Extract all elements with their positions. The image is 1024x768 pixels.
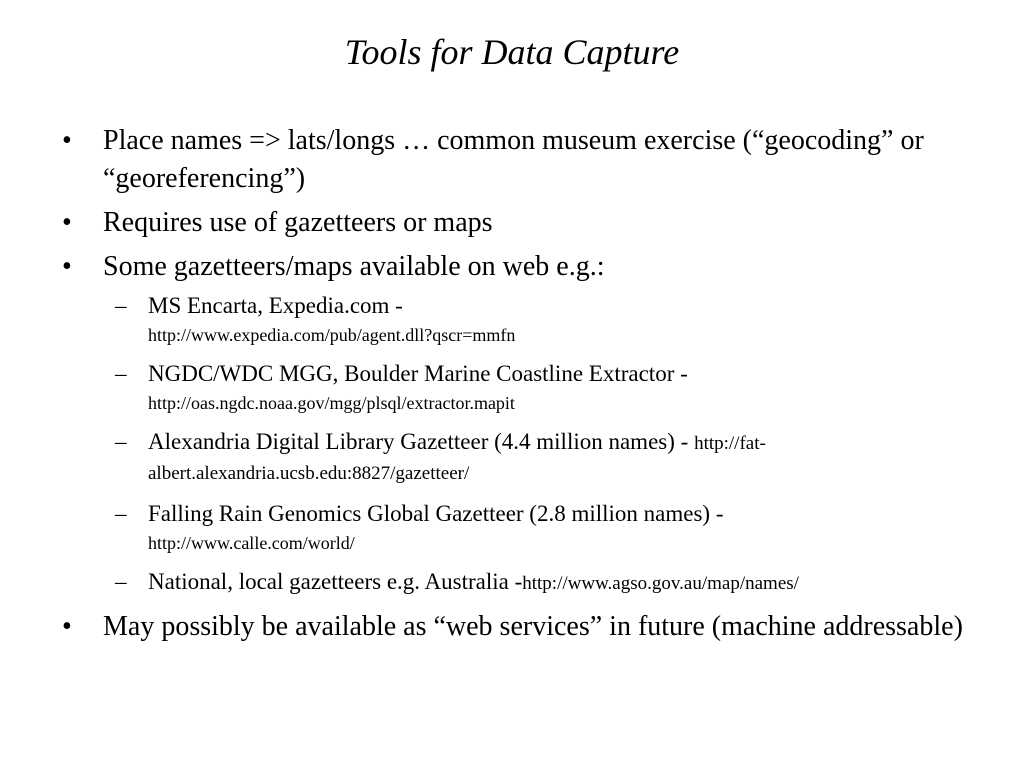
sub-bullet-url[interactable]: http://fat-albert.alexandria.ucsb.edu:8827/gazetteer/ <box>148 433 766 484</box>
bullet-web-services <box>60 608 1000 646</box>
bullet-text: Requires use of gazetteers or maps <box>103 207 493 238</box>
slide-title: Tools for Data Capture <box>344 32 680 72</box>
sub-bullet-ngdc <box>115 360 1000 416</box>
sub-bullet-expedia <box>115 292 1000 348</box>
sub-bullet-text: National, local gazetteers e.g. Australia - <box>148 569 523 594</box>
sub-bullet-url[interactable]: http://www.expedia.com/pub/agent.dll?qscr=mmfn <box>148 325 516 345</box>
bullet-marker: • <box>62 251 72 282</box>
bullet-text: Place names => lats/longs … common museum exercise (“geocoding” or “georeferencing”) <box>103 125 924 194</box>
sub-bullet-list <box>115 292 1000 598</box>
sub-bullet-text: Alexandria Digital Library Gazetteer (4.4 million names) - <box>148 429 695 454</box>
sub-bullet-text: MS Encarta, Expedia.com - <box>148 293 403 318</box>
sub-bullet-marker: – <box>115 569 127 594</box>
bullet-marker: • <box>62 207 72 238</box>
sub-bullet-url[interactable]: http://www.calle.com/world/ <box>148 533 355 553</box>
bullet-gazetteers <box>60 204 1000 242</box>
bullet-marker: • <box>62 125 72 156</box>
sub-bullet-marker: – <box>115 361 127 386</box>
sub-bullet-url[interactable]: http://oas.ngdc.noaa.gov/mgg/plsql/extractor.mapit <box>148 393 515 413</box>
sub-bullet-url[interactable]: http://www.agso.gov.au/map/names/ <box>522 573 799 594</box>
slide-content <box>60 122 1000 652</box>
sub-bullet-alexandria <box>115 428 1000 488</box>
sub-bullet-marker: – <box>115 501 127 526</box>
sub-bullet-marker: – <box>115 293 127 318</box>
bullet-web-gazetteers <box>60 248 1000 286</box>
sub-bullet-falling-rain <box>115 500 1000 556</box>
bullet-text: May possibly be available as “web services” in future (machine addressable) <box>103 611 963 642</box>
bullet-marker: • <box>62 611 72 642</box>
sub-bullet-text: Falling Rain Genomics Global Gazetteer (2.8 million names) - <box>148 501 724 526</box>
sub-bullet-marker: – <box>115 429 127 454</box>
bullet-geocoding <box>60 122 1000 198</box>
sub-bullet-australia <box>115 568 1000 598</box>
bullet-text: Some gazetteers/maps available on web e.g.: <box>103 251 605 282</box>
sub-bullet-text: NGDC/WDC MGG, Boulder Marine Coastline Extractor - <box>148 361 688 386</box>
